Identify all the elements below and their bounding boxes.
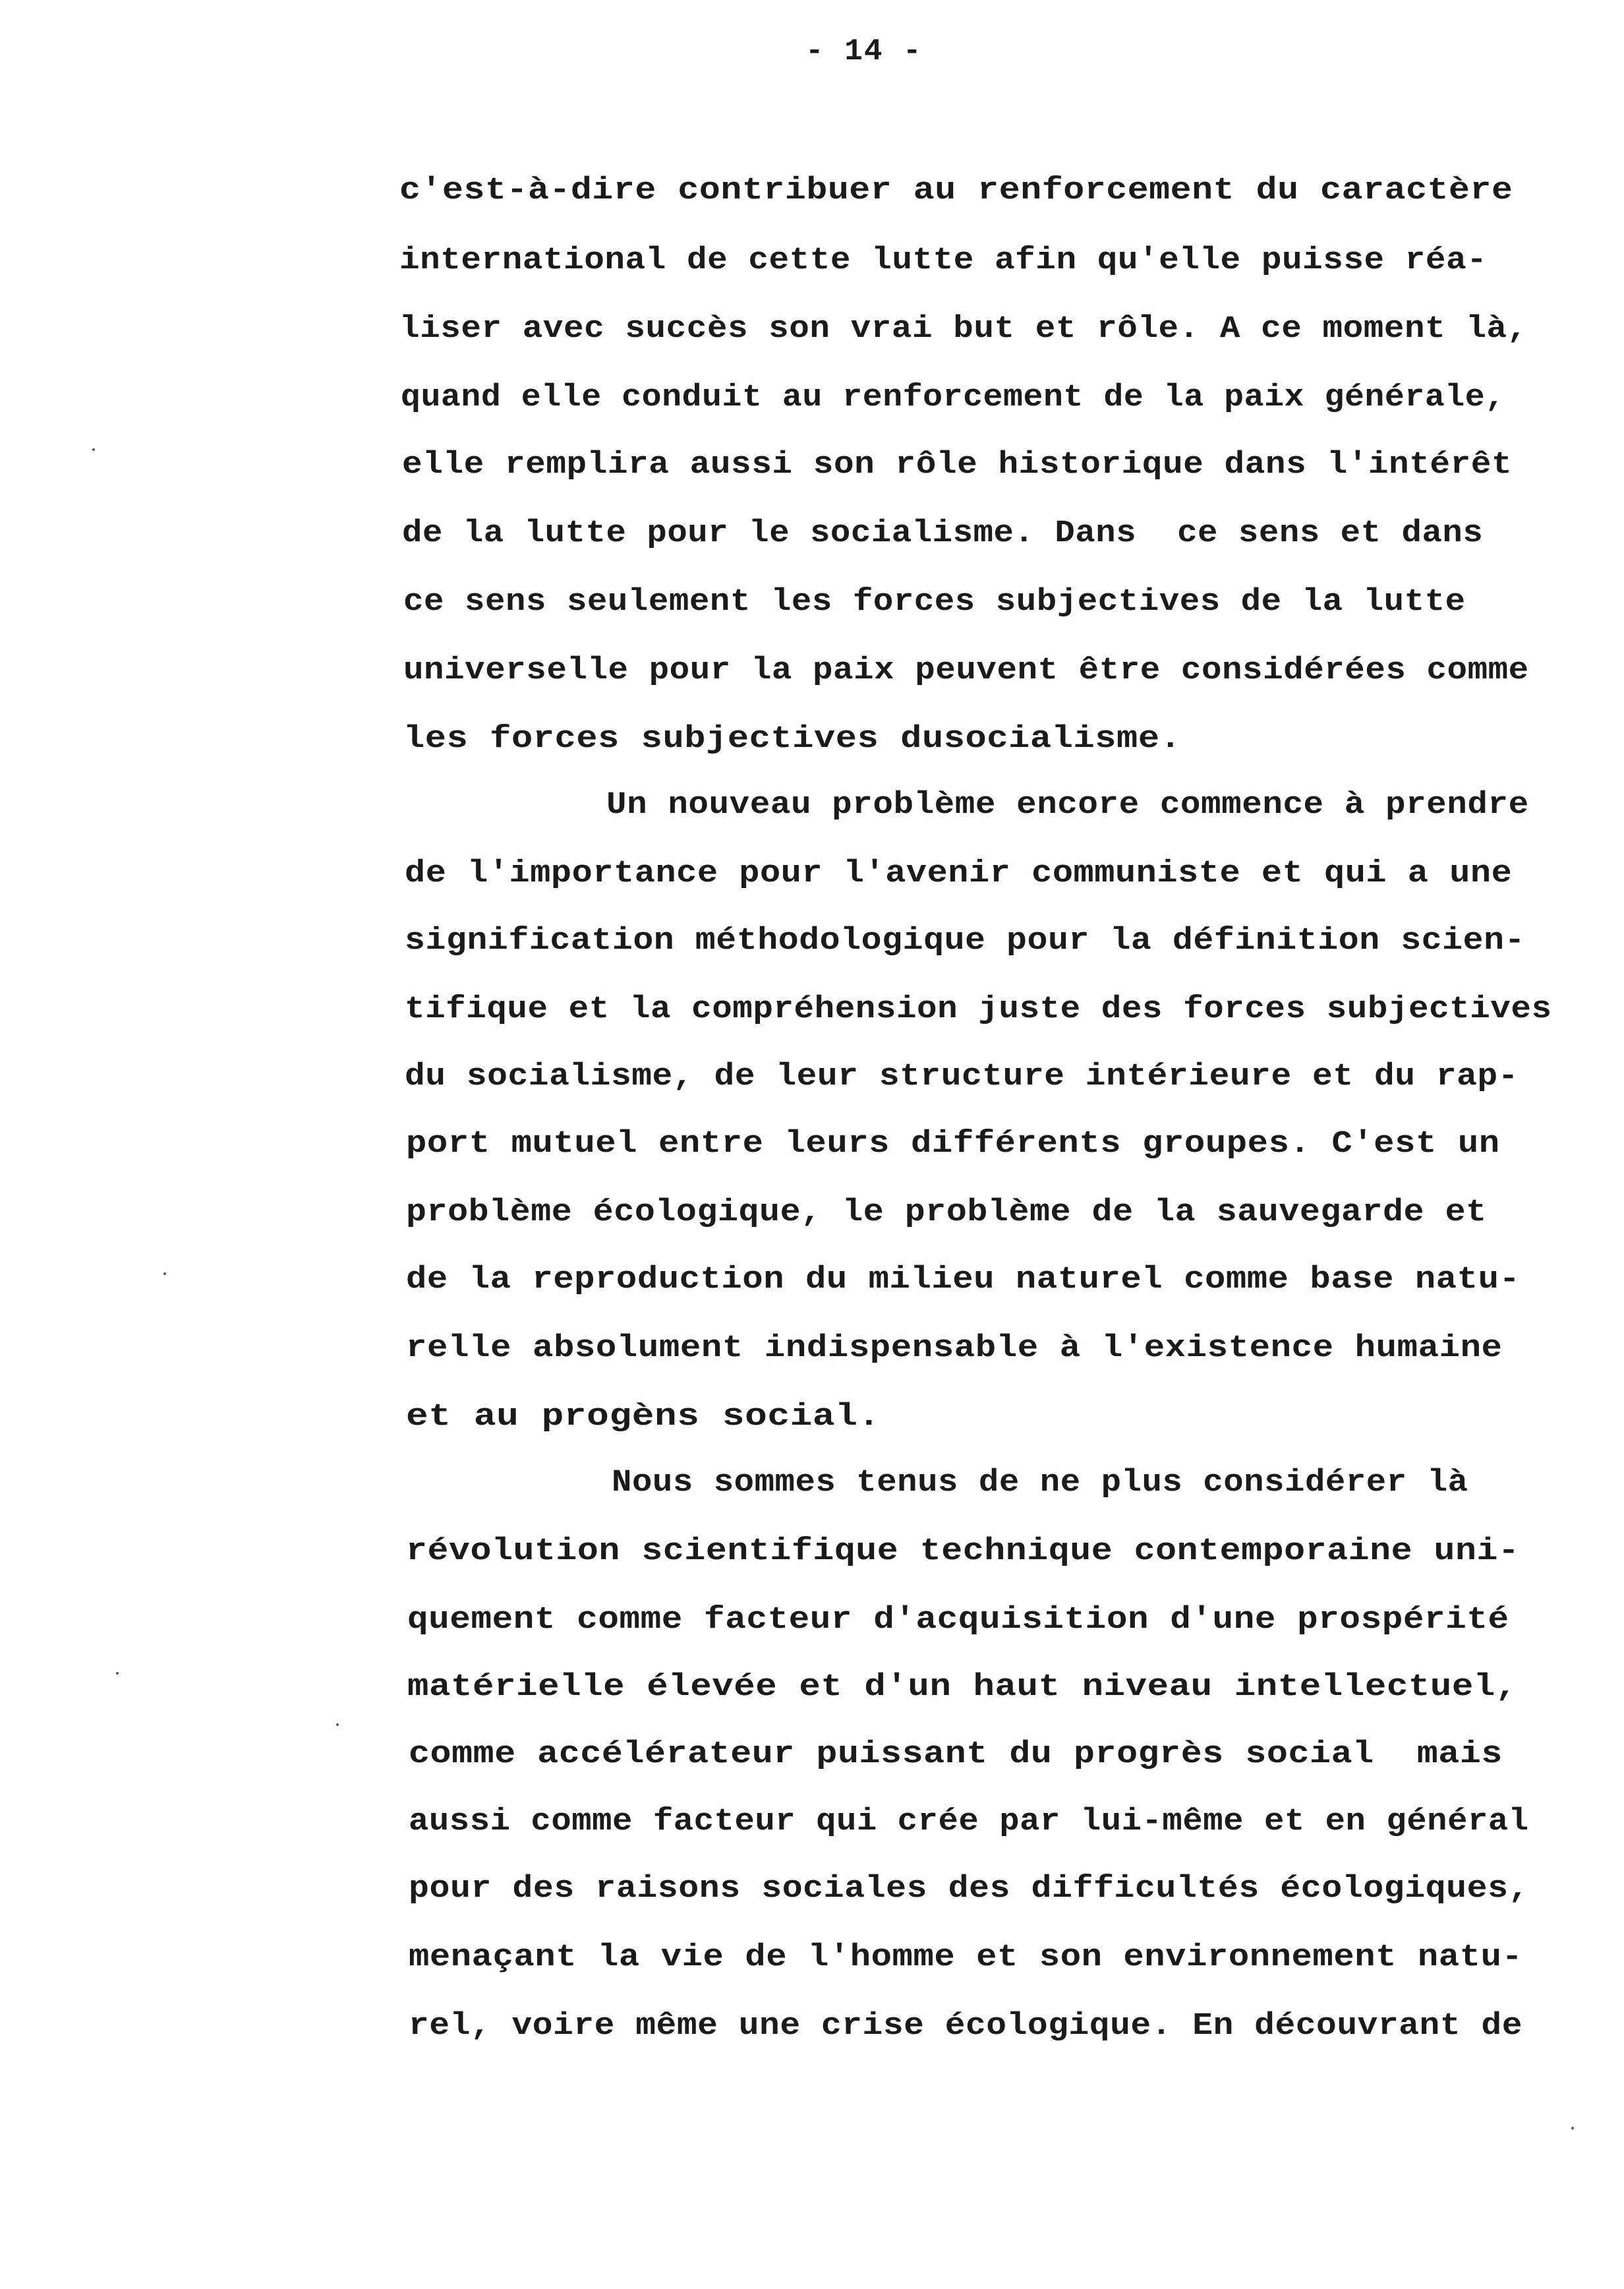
text-line: révolution scientifique technique contemporaine uni- — [406, 1534, 1520, 1569]
text-line: port mutuel entre leurs différents groupes. C'est un — [406, 1127, 1500, 1162]
text-line: Nous sommes tenus de ne plus considérer là — [612, 1466, 1468, 1501]
page-number: - 14 - — [805, 34, 923, 69]
text-line: elle remplira aussi son rôle historique dans l'intérêt — [402, 448, 1513, 483]
scan-speck — [163, 1272, 166, 1275]
text-line: du socialisme, de leur structure intérieure et du rap- — [405, 1059, 1519, 1094]
scan-speck — [116, 1672, 119, 1675]
text-line: ce sens seulement les forces subjectives de la lutte — [403, 585, 1466, 620]
text-line: comme accélérateur puissant du progrès social mais — [409, 1737, 1503, 1772]
text-line: tifique et la compréhension juste des forces subjectives — [405, 992, 1552, 1027]
text-line: liser avec succès son vrai but et rôle. A ce moment là, — [399, 312, 1528, 347]
text-line: international de cette lutte afin qu'elle puisse réa- — [399, 243, 1488, 278]
text-line: quand elle conduit au renforcement de la paix générale, — [401, 380, 1505, 415]
text-line: de la lutte pour le socialisme. Dans ce sens et dans — [402, 516, 1484, 551]
text-line: rel, voire même une crise écologique. En découvrant de — [409, 2009, 1523, 2044]
text-line: signification méthodologique pour la définition scien- — [405, 924, 1526, 959]
scan-speck — [92, 448, 95, 451]
text-line: les forces subjectives dusocialisme. — [403, 722, 1182, 757]
text-line: quement comme facteur d'acquisition d'une prospérité — [407, 1603, 1509, 1638]
text-line: c'est-à-dire contribuer au renforcement du caractère — [399, 173, 1513, 208]
text-line: problème écologique, le problème de la sauvegarde et — [406, 1195, 1487, 1230]
text-line: et au progèns social. — [406, 1400, 881, 1435]
text-line: de l'importance pour l'avenir communiste et qui a une — [405, 856, 1513, 891]
text-line: de la reproduction du milieu naturel comme base natu- — [406, 1263, 1521, 1297]
text-line: pour des raisons sociales des difficultés écologiques, — [409, 1872, 1530, 1907]
text-line: Un nouveau problème encore commence à prendre — [606, 788, 1529, 823]
scan-speck — [336, 1723, 339, 1726]
text-line: aussi comme facteur qui crée par lui-même et en général — [409, 1804, 1529, 1839]
text-line: menaçant la vie de l'homme et son environnement natu- — [409, 1940, 1523, 1975]
text-line: universelle pour la paix peuvent être considérées comme — [403, 653, 1529, 688]
text-line: matérielle élevée et d'un haut niveau intellectuel, — [407, 1670, 1517, 1705]
text-line: relle absolument indispensable à l'existence humaine — [406, 1331, 1503, 1366]
scan-speck — [1571, 2127, 1574, 2129]
